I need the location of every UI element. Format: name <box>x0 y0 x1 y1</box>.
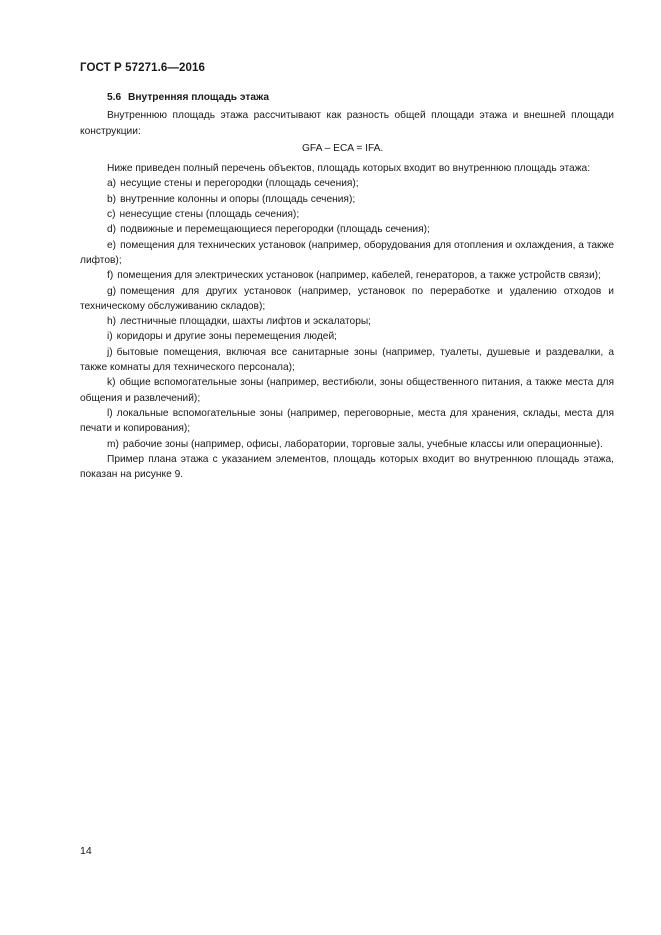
list-item <box>80 329 614 344</box>
list-marker: b) <box>107 193 117 205</box>
list-item <box>80 437 614 452</box>
page-number: 14 <box>80 845 92 857</box>
list-marker: e) <box>107 239 117 251</box>
list-item-text: локальные вспомогательные зоны (например, переговорные, места для хранения, склады, места для печати и копирования); <box>80 407 614 435</box>
list-item <box>80 238 614 269</box>
list-marker: g) <box>107 285 117 297</box>
list-marker: h) <box>107 316 117 328</box>
document-header: ГОСТ Р 57271.6—2016 <box>80 62 205 74</box>
list-item <box>80 222 614 237</box>
list-item-text: ненесущие стены (площадь сечения); <box>119 209 300 221</box>
items-list <box>80 176 614 451</box>
list-item-text: лестничные площадки, шахты лифтов и эскалаторы; <box>120 316 372 328</box>
list-item-text: помещения для электрических установок (например, кабелей, генераторов, а также устройств связи); <box>117 270 601 282</box>
intro-paragraph: Внутреннюю площадь этажа рассчитывают как разность общей площади этажа и внешней площади конструкции: <box>80 110 614 137</box>
list-item <box>80 268 614 283</box>
list-marker: c) <box>107 209 116 221</box>
list-item <box>80 345 614 376</box>
list-item-text: внутренние колонны и опоры (площадь сечения); <box>120 193 356 205</box>
list-item-text: рабочие зоны (например, офисы, лаборатории, торговые залы, учебные классы или операционные). <box>122 438 603 450</box>
list-item <box>80 406 614 437</box>
list-item-text: бытовые помещения, включая все санитарные зоны (например, туалеты, душевые и раздевалки, а также комнаты для технического персонала); <box>80 346 614 374</box>
list-marker: i) <box>107 331 113 343</box>
list-item-text: помещения для других установок (например, установок по переработке и удалению отходов и техническому обслуживанию складов); <box>80 285 614 312</box>
list-item <box>80 375 614 406</box>
list-item <box>80 284 614 315</box>
list-marker: m) <box>107 438 119 450</box>
list-item <box>80 192 614 207</box>
document-body <box>80 90 614 482</box>
list-item-text: помещения для технических установок (например, оборудования для отопления и охлаждения, а также лифтов); <box>80 239 614 266</box>
formula: GFA – ECA = IFA. <box>302 142 384 154</box>
list-marker: j) <box>107 346 113 358</box>
section-heading <box>80 90 614 105</box>
list-item <box>80 176 614 191</box>
list-item <box>80 207 614 222</box>
list-marker: d) <box>107 224 117 236</box>
list-item <box>80 314 614 329</box>
list-item-text: подвижные и перемещающиеся перегородки (площадь сечения); <box>120 224 430 236</box>
section-number: 5.6 <box>107 92 122 103</box>
list-item-text: коридоры и другие зоны перемещения людей; <box>116 331 337 343</box>
list-intro-paragraph: Ниже приведен полный перечень объектов, площадь которых входит во внутреннюю площадь этажа: <box>107 163 591 175</box>
list-marker: l) <box>107 407 113 419</box>
list-marker: k) <box>107 377 116 389</box>
list-item-text: несущие стены и перегородки (площадь сечения); <box>120 178 359 190</box>
section-title: Внутренняя площадь этажа <box>128 92 270 103</box>
list-marker: f) <box>107 270 114 282</box>
list-marker: a) <box>107 178 117 190</box>
closing-paragraph: Пример плана этажа с указанием элементов, площадь которых входит во внутреннюю площадь этажа, показан на рисунке 9. <box>80 453 614 481</box>
list-item-text: общие вспомогательные зоны (например, вестибюли, зоны общественного питания, а также места для общения и развлечений); <box>80 377 614 404</box>
